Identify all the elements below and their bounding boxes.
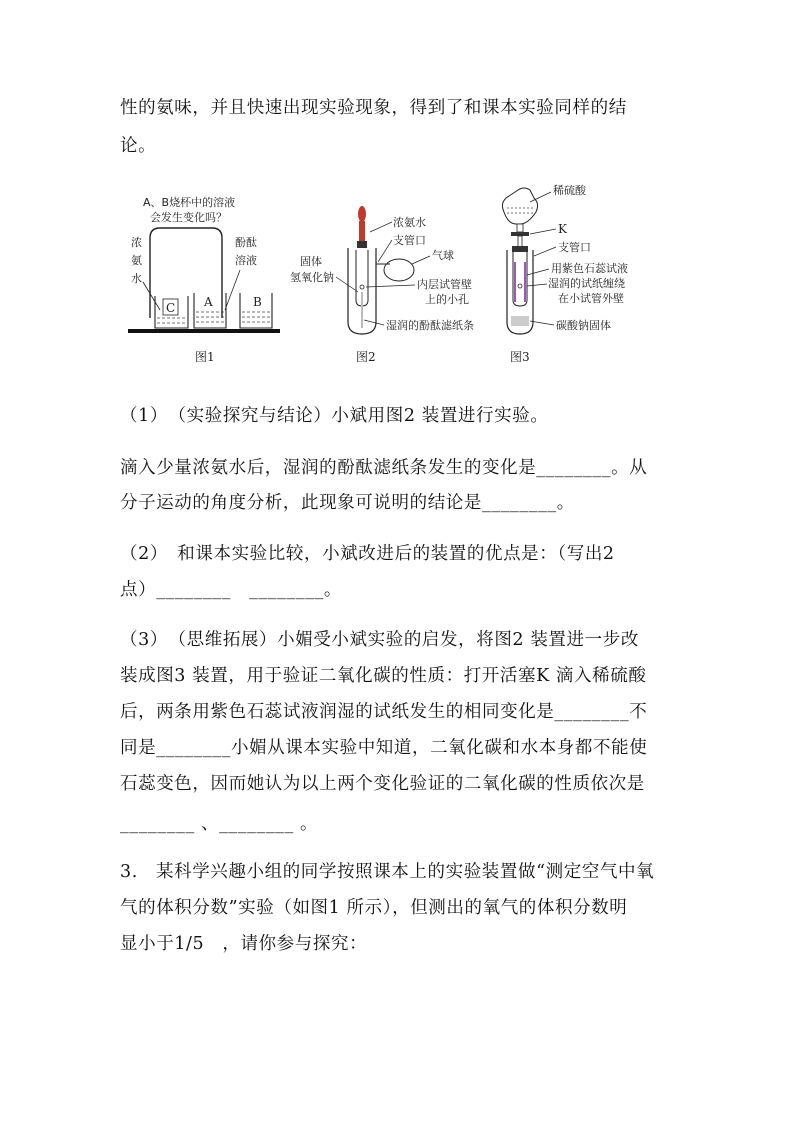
- paragraph-line: 气的体积分数”实验（如图1 所示），但测出的氧气的体积分数明: [120, 898, 628, 918]
- base-plate: [128, 329, 280, 333]
- fig1-left-label: 浓: [131, 236, 142, 249]
- fig2-caption: 图2: [356, 350, 376, 364]
- fig2-label-hole: 内层试管壁: [417, 278, 472, 291]
- fig3-caption: 图3: [510, 350, 530, 364]
- fig3-label-paper: 湿润的试纸缠绕: [548, 277, 625, 290]
- figure-2: [290, 206, 474, 364]
- fig3-label-k: K: [558, 222, 567, 236]
- paragraph-line: （3） （思维拓展）小媚受小斌实验的启发，将图2 装置进一步改: [120, 630, 639, 650]
- fig2-label-solid: 氢氧化钠: [290, 271, 334, 284]
- fig1-right-label: 溶液: [235, 254, 257, 267]
- paragraph-line: 后，两条用紫色石蕊试液润湿的试纸发生的相同变化是________不: [120, 702, 648, 722]
- paragraph-line: 性的氨味，并且快速出现实验现象，得到了和课本实验同样的结: [120, 98, 627, 118]
- fig3-label-paper: 在小试管外壁: [558, 292, 624, 305]
- paragraph-line: （1） （实验探究与结论）小斌用图2 装置进行实验。: [120, 406, 549, 426]
- fig2-label-paper: 湿润的酚酞滤纸条: [386, 319, 474, 332]
- fig1-question-line1: A、B烧杯中的溶液: [143, 196, 236, 209]
- paragraph-line: 论。: [120, 136, 157, 156]
- fig2-label-hole: 上的小孔: [425, 293, 469, 306]
- paragraph-line: 同是________小媚从课本实验中知道，二氧化碳和水本身都不能使: [120, 738, 648, 758]
- dropper-bulb: [358, 206, 366, 222]
- paragraph-line: 点）________ ________。: [120, 580, 342, 600]
- fig1-right-label: 酚酞: [235, 236, 257, 249]
- figure-1: [128, 195, 280, 364]
- fig3-label-acid: 稀硫酸: [553, 184, 586, 197]
- paragraph-line: 3. 某科学兴趣小组的同学按照课本上的实验装置做“测定空气中氧: [120, 862, 655, 882]
- paragraph-line: 装成图3 装置，用于验证二氧化碳的性质：打开活塞K 滴入稀硫酸: [120, 666, 647, 686]
- fig1-left-label: 氨: [131, 254, 142, 267]
- fig2-label-branch: 支管口: [393, 234, 426, 247]
- beaker-a-label: A: [204, 295, 213, 309]
- paragraph-line: 石蕊变色，因而她认为以上两个变化验证的二氧化碳的性质依次是: [120, 774, 645, 794]
- fig3-label-paper: 用紫色石蕊试液: [551, 262, 628, 275]
- fig2-label-balloon: 气球: [432, 249, 454, 262]
- fig3-label-branch: 支管口: [558, 241, 591, 254]
- figure-3: [502, 183, 628, 364]
- fig2-label-ammonia: 浓氨水: [393, 216, 426, 229]
- paragraph-line: 显小于1/5 ，请你参与探究：: [120, 934, 368, 954]
- beaker-c-label: C: [166, 301, 176, 315]
- fig2-label-solid: 固体: [300, 255, 322, 268]
- fig1-left-label: 水: [131, 272, 142, 285]
- stopcock-k: [511, 232, 529, 236]
- paragraph-line: ________ 、________ 。: [120, 814, 319, 834]
- separatory-funnel: [502, 188, 537, 224]
- paragraph-line: 分子运动的角度分析，此现象可说明的结论是________。: [120, 493, 575, 513]
- fig3-label-solid: 碳酸钠固体: [556, 319, 611, 332]
- experiment-figure: [0, 0, 794, 380]
- fig1-caption: 图1: [195, 350, 215, 364]
- fig1-question-line2: 会发生变化吗？: [150, 211, 227, 224]
- balloon: [384, 259, 414, 281]
- beaker-b-label: B: [253, 295, 262, 309]
- paragraph-line: 滴入少量浓氨水后，湿润的酚酞滤纸条发生的变化是________。从: [120, 458, 648, 478]
- paragraph-line: （2） 和课本实验比较，小斌改进后的装置的优点是：（写出2: [120, 544, 615, 564]
